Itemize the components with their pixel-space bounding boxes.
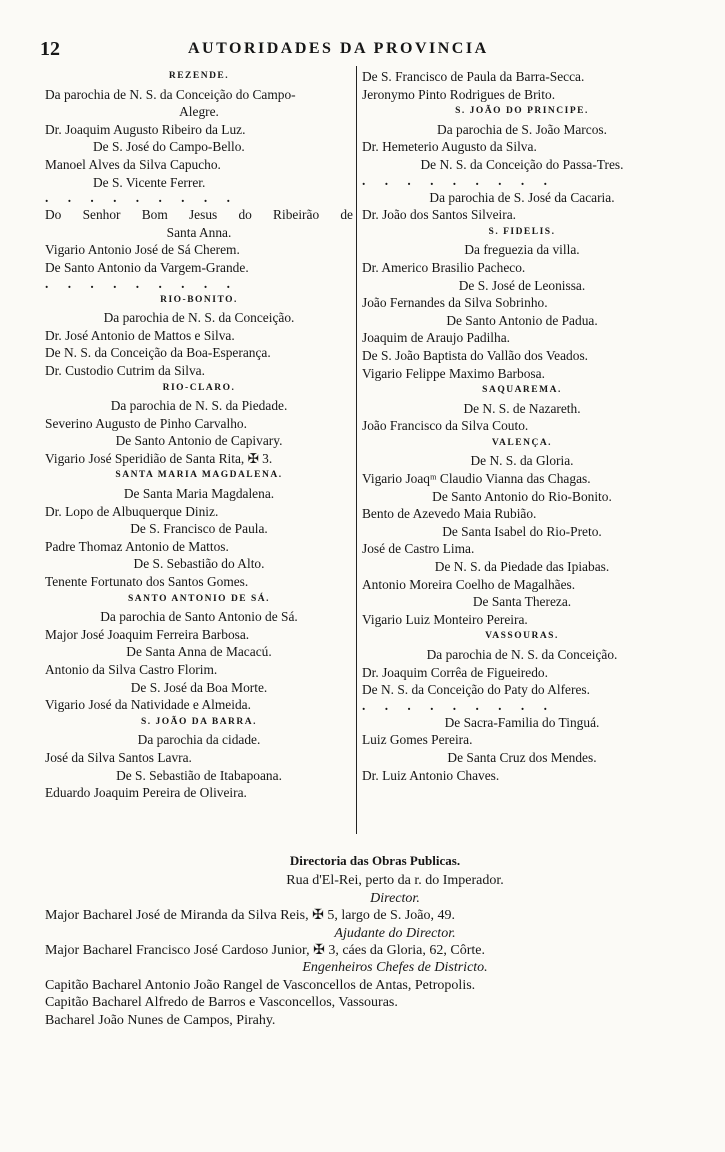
entry-line: Tenente Fortunato dos Santos Gomes. [45, 574, 249, 590]
entry-line: Da parochia de S. João Marcos. [437, 121, 607, 137]
entry-line: Da parochia de S. José da Cacaria. [429, 189, 615, 205]
entry-line: De S. José de Leonissa. [458, 277, 586, 293]
entry-line: Dr. Joaquim Corrêa de Figueiredo. [362, 664, 548, 680]
entry-line: Santa Anna. [166, 224, 232, 240]
entry-line: Da parochia de N. S. da Conceição. [103, 310, 295, 326]
entry-line: Vigario Antonio José de Sá Cherem. [45, 242, 240, 258]
entry-line: De Santo Antonio do Rio-Bonito. [432, 488, 612, 504]
entry-line: João Fernandes da Silva Sobrinho. [362, 295, 548, 311]
entry-line: De N. S. da Conceição do Paty do Alferes. [362, 682, 590, 698]
entry-line: De Santa Isabel do Rio-Preto. [442, 523, 602, 539]
entry-line: Dr. Hemeterio Augusto da Silva. [362, 139, 537, 155]
section-heading: VALENÇA. [491, 437, 553, 448]
entry-line: João Francisco da Silva Couto. [362, 418, 529, 434]
section-heading: RIO-BONITO. [160, 294, 238, 305]
entry-line: De Santa Maria Magdalena. [123, 486, 275, 502]
section-heading: SANTO ANTONIO DE SÁ. [127, 593, 271, 604]
entry-line: Dr. Joaquim Augusto Ribeiro da Luz. [45, 121, 246, 137]
director-label: Director. [370, 890, 420, 906]
entry-line: Padre Thomaz Antonio de Mattos. [45, 538, 229, 554]
running-title: AUTORIDADES DA PROVINCIA [188, 40, 489, 57]
ajudante-entry: Major Bacharel Francisco José Cardoso Junior, ✠ 3, cáes da Gloria, 62, Côrte. [45, 943, 486, 959]
entry-line: De S. Francisco de Paula da Barra-Secca. [362, 69, 585, 84]
entry-line: De Sacra-Familia do Tinguá. [444, 714, 600, 730]
address-line: Rua d'El-Rei, perto da r. do Imperador. [286, 873, 504, 889]
engenheiro-entry: Capitão Bacharel Alfredo de Barros e Vasconcellos, Vassouras. [45, 995, 398, 1011]
entry-line: De Santo Antonio de Capivary. [115, 433, 283, 449]
entry-line: Bento de Azevedo Maia Rubião. [362, 506, 537, 522]
entry-line: Dr. Luiz Antonio Chaves. [362, 767, 500, 783]
column-divider [356, 66, 357, 834]
ellipsis-divider: . . . . . . . . . [362, 173, 555, 188]
entry-line: De S. José da Boa Morte. [130, 679, 268, 695]
left-column [45, 68, 353, 802]
entry-line: De S. Sebastião do Alto. [133, 556, 265, 572]
ellipsis-divider: . . . . . . . . . [45, 276, 238, 291]
engenheiro-entry: Capitão Bacharel Antonio João Rangel de Vasconcellos de Antas, Petropolis. [45, 977, 476, 993]
entry-line: Jeronymo Pinto Rodrigues de Brito. [362, 86, 556, 102]
entry-line: Dr. Custodio Cutrim da Silva. [45, 362, 205, 378]
entry-line: Dr. José Antonio de Mattos e Silva. [45, 327, 235, 343]
entry-line: José da Silva Santos Lavra. [45, 749, 192, 765]
section-heading: SAQUAREMA. [482, 385, 562, 396]
entry-line: De N. S. da Gloria. [470, 453, 574, 469]
entry-line: De Santa Cruz dos Mendes. [447, 749, 597, 765]
entry-line: Manoel Alves da Silva Capucho. [45, 156, 221, 172]
entry-line: De Santo Antonio de Padua. [446, 312, 598, 328]
entry-line: Da parochia da cidade. [137, 732, 261, 748]
entry-line: De N. S. da Piedade das Ipiabas. [434, 559, 610, 575]
entry-line: Da parochia de N. S. da Conceição. [426, 647, 618, 662]
entry-line: De S. João Baptista do Vallão dos Veados. [362, 347, 589, 363]
engenheiro-entry: Bacharel João Nunes de Campos, Pirahy. [45, 1012, 276, 1028]
section-heading: RIO-CLARO. [162, 382, 236, 393]
director-entry: Major Bacharel José de Miranda da Silva Reis, ✠ 5, largo de S. João, 49. [45, 908, 455, 924]
entry-line: Do Senhor Bom Jesus do Ribeirão de [45, 207, 353, 223]
entry-line: Dr. Lopo de Albuquerque Diniz. [45, 503, 219, 519]
entry-line: De S. Vicente Ferrer. [93, 174, 206, 190]
entry-line: De Santa Anna de Macacú. [126, 644, 272, 660]
entry-line: De N. S. da Conceição da Boa-Esperança. [45, 345, 271, 361]
entry-line: Da parochia de N. S. da Conceição do Campo- [45, 86, 296, 102]
entry-line: De S. Francisco de Paula. [130, 521, 268, 537]
entry-line: De S. José do Campo-Bello. [93, 139, 245, 155]
entry-line: Antonio Moreira Coelho de Magalhães. [362, 576, 576, 592]
section-heading: VASSOURAS. [485, 631, 559, 642]
engenheiros-label: Engenheiros Chefes de Districto. [302, 960, 488, 976]
entry-line: Joaquim de Araujo Padilha. [362, 330, 511, 346]
section-heading: REZENDE. [168, 71, 230, 81]
entry-line: Dr. Americo Brasilio Pacheco. [362, 259, 526, 275]
entry-line: Vigario José da Natividade e Almeida. [45, 697, 251, 713]
entry-line: Major José Joaquim Ferreira Barbosa. [45, 626, 250, 642]
page-header [0, 38, 725, 60]
page-number: 12 [40, 38, 60, 60]
entry-line: Vigario Joaqᵐ Claudio Vianna das Chagas. [362, 471, 591, 487]
entry-line: De S. Sebastião de Itabapoana. [116, 767, 282, 783]
entry-line: De Santo Antonio da Vargem-Grande. [45, 259, 249, 275]
entry-line: Dr. João dos Santos Silveira. [362, 207, 516, 223]
section-heading: S. JOÃO DA BARRA. [140, 716, 258, 727]
entry-line: Luiz Gomes Pereira. [362, 732, 473, 748]
entry-line: Da parochia de Santo Antonio de Sá. [100, 609, 298, 625]
section-heading: S. JOÃO DO PRINCIPE. [455, 106, 589, 117]
entry-line: José de Castro Lima. [362, 541, 475, 557]
entry-line: Da freguezia da villa. [464, 242, 580, 258]
section-heading: SANTA MARIA MAGDALENA. [115, 470, 283, 481]
entry-line: De N. S. da Conceição do Passa-Tres. [420, 156, 624, 172]
entry-line: Severino Augusto de Pinho Carvalho. [45, 415, 247, 431]
entry-line: Eduardo Joaquim Pereira de Oliveira. [45, 785, 247, 801]
entry-line: Vigario José Speridião de Santa Rita, ✠ 3. [45, 450, 273, 466]
entry-line: De Santa Thereza. [472, 594, 572, 610]
entry-line: Vigario Felippe Maximo Barbosa. [362, 365, 545, 381]
section-heading: S. FIDELIS. [488, 226, 556, 237]
entry-line: Alegre. [179, 104, 219, 120]
entry-line: Vigario Luiz Monteiro Pereira. [362, 611, 528, 627]
right-column [362, 68, 682, 784]
directoria-section [45, 852, 705, 1029]
ellipsis-divider: . . . . . . . . . [362, 698, 555, 713]
entry-line: Da parochia de N. S. da Piedade. [110, 398, 288, 414]
entry-line: De N. S. de Nazareth. [463, 400, 581, 416]
ajudante-label: Ajudante do Director. [334, 925, 456, 941]
ellipsis-divider: . . . . . . . . . [45, 191, 238, 206]
section-title: Directoria das Obras Publicas. [289, 853, 461, 868]
entry-line: Antonio da Silva Castro Florim. [45, 662, 218, 677]
